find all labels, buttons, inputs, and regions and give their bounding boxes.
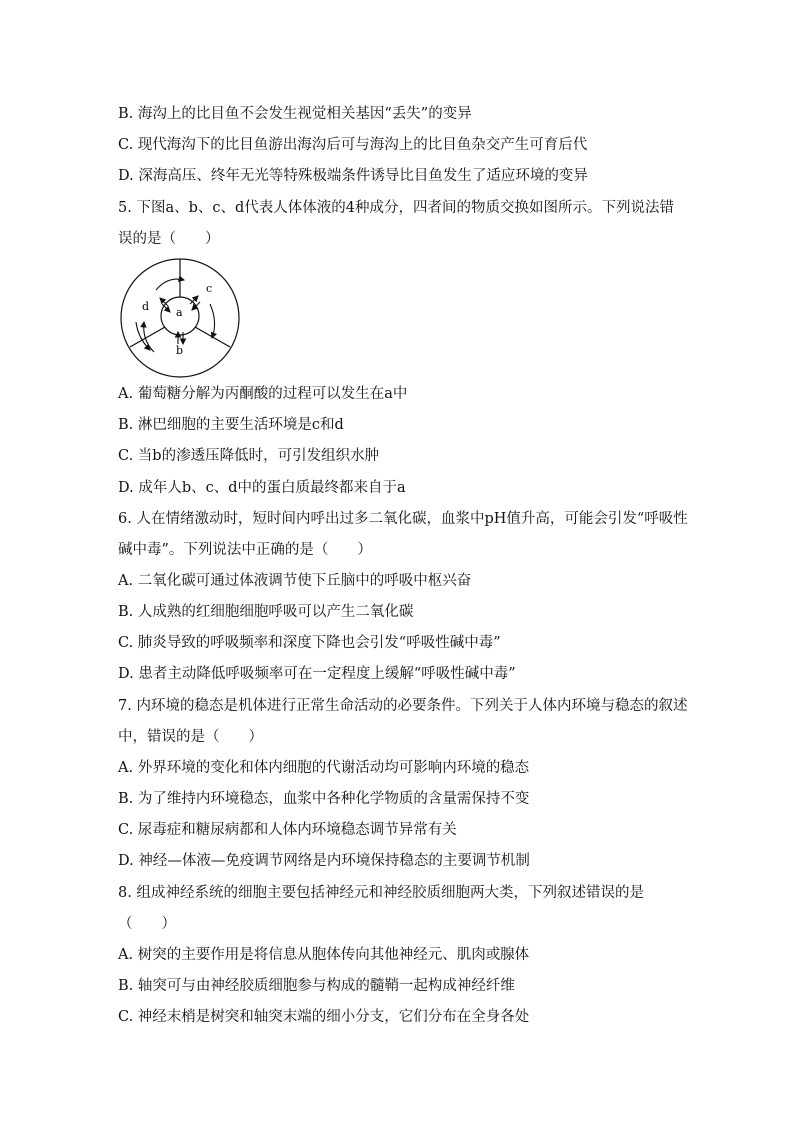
option-8b: B. 轴突可与由神经胶质细胞参与构成的髓鞘一起构成神经纤维 <box>118 978 515 994</box>
option-6a: A. 二氧化碳可通过体液调节使下丘脑中的呼吸中枢兴奋 <box>118 573 472 589</box>
option-5a: A. 葡萄糖分解为丙酮酸的过程可以发生在a中 <box>118 386 408 402</box>
question-7-stem-line2: 中，错误的是（ ） <box>118 729 263 745</box>
question-8-stem-line1: 8. 组成神经系统的细胞主要包括神经元和神经胶质细胞两大类，下列叙述错误的是 <box>118 885 644 901</box>
arrow-outer-b <box>136 322 150 350</box>
arrow-c-to-a <box>192 302 200 310</box>
body-fluid-diagram <box>118 256 242 380</box>
option-6b: B. 人成熟的红细胞细胞呼吸可以产生二氧化碳 <box>118 604 414 620</box>
label-c: c <box>206 282 213 295</box>
option-4c: C. 现代海沟下的比目鱼游出海沟后可与海沟上的比目鱼杂交产生可育后代 <box>118 137 588 153</box>
option-6d: D. 患者主动降低呼吸频率可在一定程度上缓解“呼吸性碱中毒” <box>118 666 516 682</box>
option-8a: A. 树突的主要作用是将信息从胞体传向其他神经元、肌肉或腺体 <box>118 947 530 963</box>
question-8-stem-line2: （ ） <box>118 916 176 932</box>
arrow-c-to-b <box>210 304 215 338</box>
option-7c: C. 尿毒症和糖尿病都和人体内环境稳态调节异常有关 <box>118 822 457 838</box>
option-4b: B. 海沟上的比目鱼不会发生视觉相关基因“丢失”的变异 <box>118 106 472 122</box>
option-6c: C. 肺炎导致的呼吸频率和深度下降也会引发“呼吸性碱中毒” <box>118 635 501 651</box>
question-6-stem-line1: 6. 人在情绪激动时，短时间内呼出过多二氧化碳，血浆中pH值升高，可能会引发“呼吸性 <box>118 511 688 527</box>
arrow-b-to-d <box>144 322 154 352</box>
label-b: b <box>176 344 184 357</box>
option-7d: D. 神经—体液—免疫调节网络是内环境保持稳态的主要调节机制 <box>118 853 530 869</box>
label-a: a <box>176 306 183 319</box>
option-7b: B. 为了维持内环境稳态，血浆中各种化学物质的含量需保持不变 <box>118 791 530 807</box>
option-5d: D. 成年人b、c、d中的蛋白质最终都来自于a <box>118 480 406 496</box>
option-5c: C. 当b的渗透压降低时，可引发组织水肿 <box>118 448 380 464</box>
question-6-stem-line2: 碱中毒”。下列说法中正确的是（ ） <box>118 542 372 558</box>
option-5b: B. 淋巴细胞的主要生活环境是c和d <box>118 417 344 433</box>
question-5-stem-line1: 5. 下图a、b、c、d代表人体体液的4种成分，四者间的物质交换如图所示。下列说法错 <box>118 200 674 216</box>
option-7a: A. 外界环境的变化和体内细胞的代谢活动均可影响内环境的稳态 <box>118 760 530 776</box>
option-8c: C. 神经末梢是树突和轴突末端的细小分支，它们分布在全身各处 <box>118 1009 530 1025</box>
label-d: d <box>142 300 150 313</box>
option-4d: D. 深海高压、终年无光等特殊极端条件诱导比目鱼发生了适应环境的变异 <box>118 168 588 184</box>
question-5-stem-line2: 误的是（ ） <box>118 231 220 247</box>
question-7-stem-line1: 7. 内环境的稳态是机体进行正常生命活动的必要条件。下列关于人体内环境与稳态的叙述 <box>118 698 688 714</box>
